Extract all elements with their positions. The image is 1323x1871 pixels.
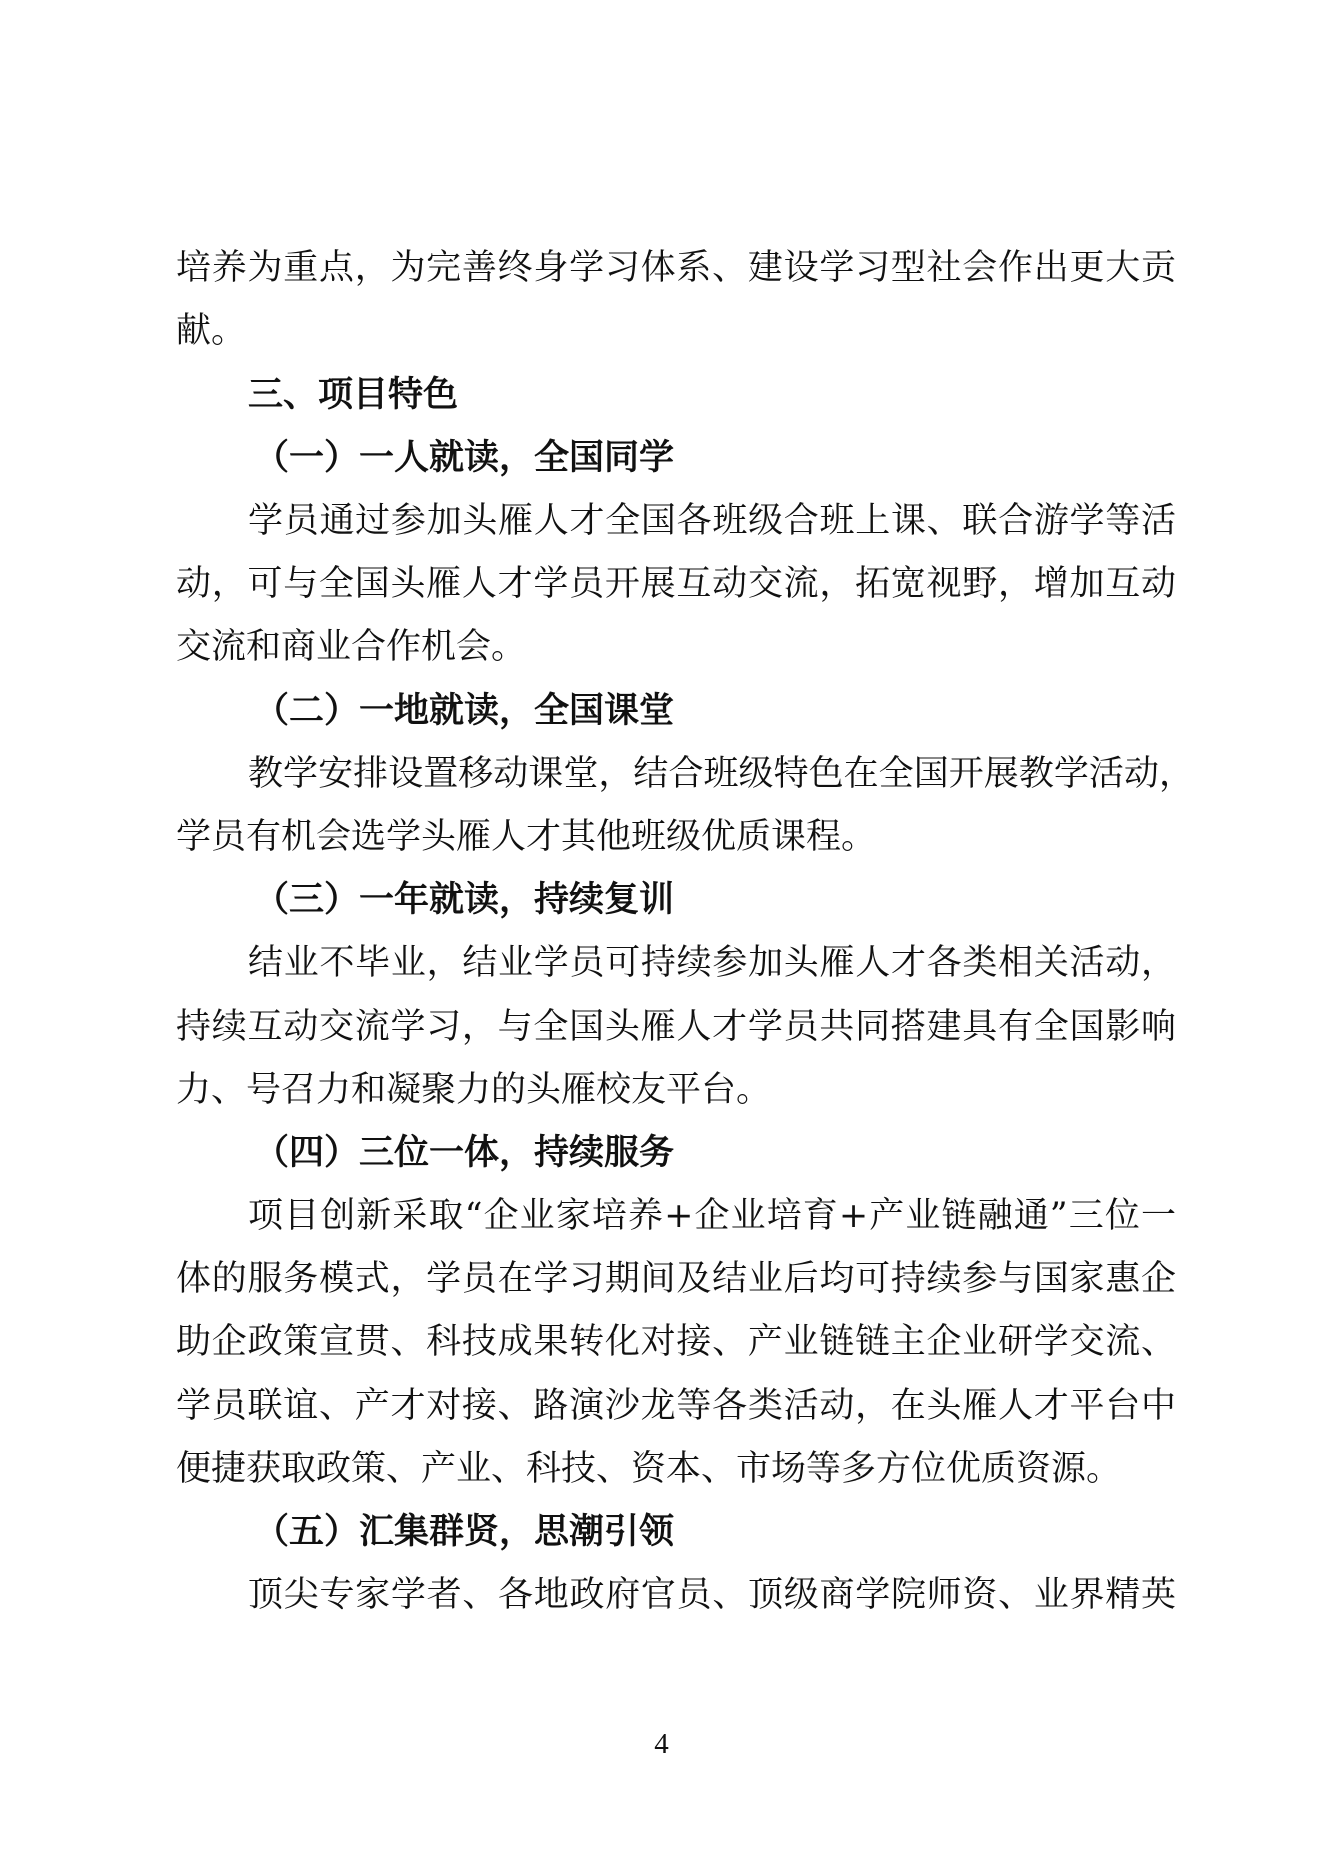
paragraph-line: 项目创新采取“企业家培养+企业培育+产业链融通”三位一 xyxy=(248,1196,1176,1236)
subsection-heading: （四）三位一体，持续服务 xyxy=(254,1132,675,1173)
subsection-heading: （一）一人就读，全国同学 xyxy=(254,437,675,478)
paragraph-line: 交流和商业合作机会。 xyxy=(176,627,527,667)
paragraph-line: 教学安排设置移动课堂，结合班级特色在全国开展教学活动， xyxy=(248,754,1194,794)
paragraph-line: 培养为重点，为完善终身学习体系、建设学习型社会作出更大贡 xyxy=(176,248,1176,288)
subsection-heading: （二）一地就读，全国课堂 xyxy=(254,690,675,731)
paragraph-line: 学员有机会选学头雁人才其他班级优质课程。 xyxy=(176,817,877,857)
subsection-heading: （三）一年就读，持续复训 xyxy=(254,879,675,920)
paragraph-line: 结业不毕业，结业学员可持续参加头雁人才各类相关活动， xyxy=(248,943,1176,983)
paragraph-line: 学员联谊、产才对接、路演沙龙等各类活动，在头雁人才平台中 xyxy=(176,1386,1176,1426)
paragraph-line: 学员通过参加头雁人才全国各班级合班上课、联合游学等活 xyxy=(248,501,1176,541)
subsection-heading: （五）汇集群贤，思潮引领 xyxy=(254,1511,675,1552)
paragraph-line: 力、号召力和凝聚力的头雁校友平台。 xyxy=(176,1070,772,1110)
paragraph-line: 助企政策宣贯、科技成果转化对接、产业链链主企业研学交流、 xyxy=(176,1322,1176,1362)
paragraph-line: 便捷获取政策、产业、科技、资本、市场等多方位优质资源。 xyxy=(176,1449,1122,1489)
page-number: 4 xyxy=(654,1728,669,1760)
paragraph-line: 动，可与全国头雁人才学员开展互动交流，拓宽视野，增加互动 xyxy=(176,564,1176,604)
paragraph-line: 持续互动交流学习，与全国头雁人才学员共同搭建具有全国影响 xyxy=(176,1007,1176,1047)
section-heading: 三、项目特色 xyxy=(248,375,459,415)
paragraph-line: 献。 xyxy=(176,311,247,351)
paragraph-line: 顶尖专家学者、各地政府官员、顶级商学院师资、业界精英 xyxy=(248,1575,1176,1615)
paragraph-line: 体的服务模式，学员在学习期间及结业后均可持续参与国家惠企 xyxy=(176,1259,1176,1299)
